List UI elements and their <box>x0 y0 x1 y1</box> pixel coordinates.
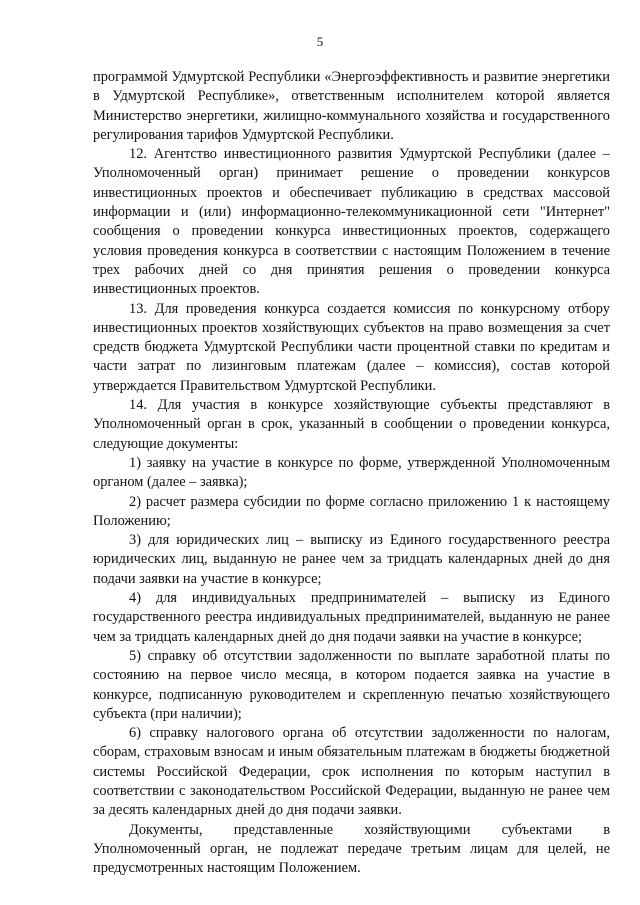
list-item-6: 6) справку налогового органа об отсутствии задолженности по налогам, сборам, страховым взносам и иным обязательным платежам в бюджеты бюджетной системы Российской Федерации, срок исполнения по которым наступил в соответствии с законодательством Российской Федерации, выданную не ранее чем за десять календарных дней до дня подачи заявки. <box>93 725 610 819</box>
list-item-5: 5) справку об отсутствии задолженности по выплате заработной платы по состоянию на первое число месяца, в котором подается заявка на участие в конкурсе, подписанную руководителем и скрепленную печатью хозяйствующего субъекта (при наличии); <box>93 647 610 722</box>
list-item-4: 4) для индивидуальных предпринимателей – выписку из Единого государственного реестра индивидуальных предпринимателей, выданную не ранее чем за тридцать календарных дней до дня подачи заявки на участие в конкурсе; <box>93 590 610 645</box>
paragraph-clause-14: 14. Для участия в конкурсе хозяйствующие субъекты представляют в Уполномоченный орган в срок, указанный в сообщении о проведении конкурса, следующие документы: <box>93 397 610 452</box>
list-item-2: 2) расчет размера субсидии по форме согласно приложению 1 к настоящему Положению; <box>93 493 610 529</box>
list-item-3: 3) для юридических лиц – выписку из Единого государственного реестра юридических лиц, выданную не ранее чем за тридцать календарных дней до дня подачи заявки на участие в конкурсе; <box>93 532 610 587</box>
paragraph-clause-12: 12. Агентство инвестиционного развития Удмуртской Республики (далее – Уполномоченный орган) принимает решение о проведении конкурсов инвестиционных проектов и обеспечивает публикацию в средствах массовой информации и (или) информационно-телекоммуникационной сети "Интернет" сообщения о проведении конкурса инвестиционных проектов, содержащего условия проведения конкурса в соответствии с настоящим Положением в течение трех рабочих дней со дня принятия решения о проведении конкурса инвестиционных проектов. <box>93 146 610 298</box>
list-item-1: 1) заявку на участие в конкурсе по форме, утвержденной Уполномоченным органом (далее – заявка); <box>93 454 610 491</box>
document-body <box>93 68 610 878</box>
page-number: 5 <box>316 34 324 49</box>
paragraph-clause-13: 13. Для проведения конкурса создается комиссия по конкурсному отбору инвестиционных проектов хозяйствующих субъектов на право возмещения за счет средств бюджета Удмуртской Республики части процентной ставки по кредитам и части затрат по лизинговым платежам (далее – комиссия), состав которой утверждается Правительством Удмуртской Республики. <box>93 300 610 394</box>
paragraph-documents-note: Документы, представленные хозяйствующими субъектами в Уполномоченный орган, не подлежат передаче третьим лицам для целей, не предусмотренных настоящим Положением. <box>93 821 610 877</box>
paragraph-continuation: программой Удмуртской Республики «Энергоэффективность и развитие энергетики в Удмуртской Республике», ответственным исполнителем которой является Министерство энергетики, жилищно-коммунального хозяйства и государственного регулирования тарифов Удмуртской Республики. <box>93 69 610 143</box>
